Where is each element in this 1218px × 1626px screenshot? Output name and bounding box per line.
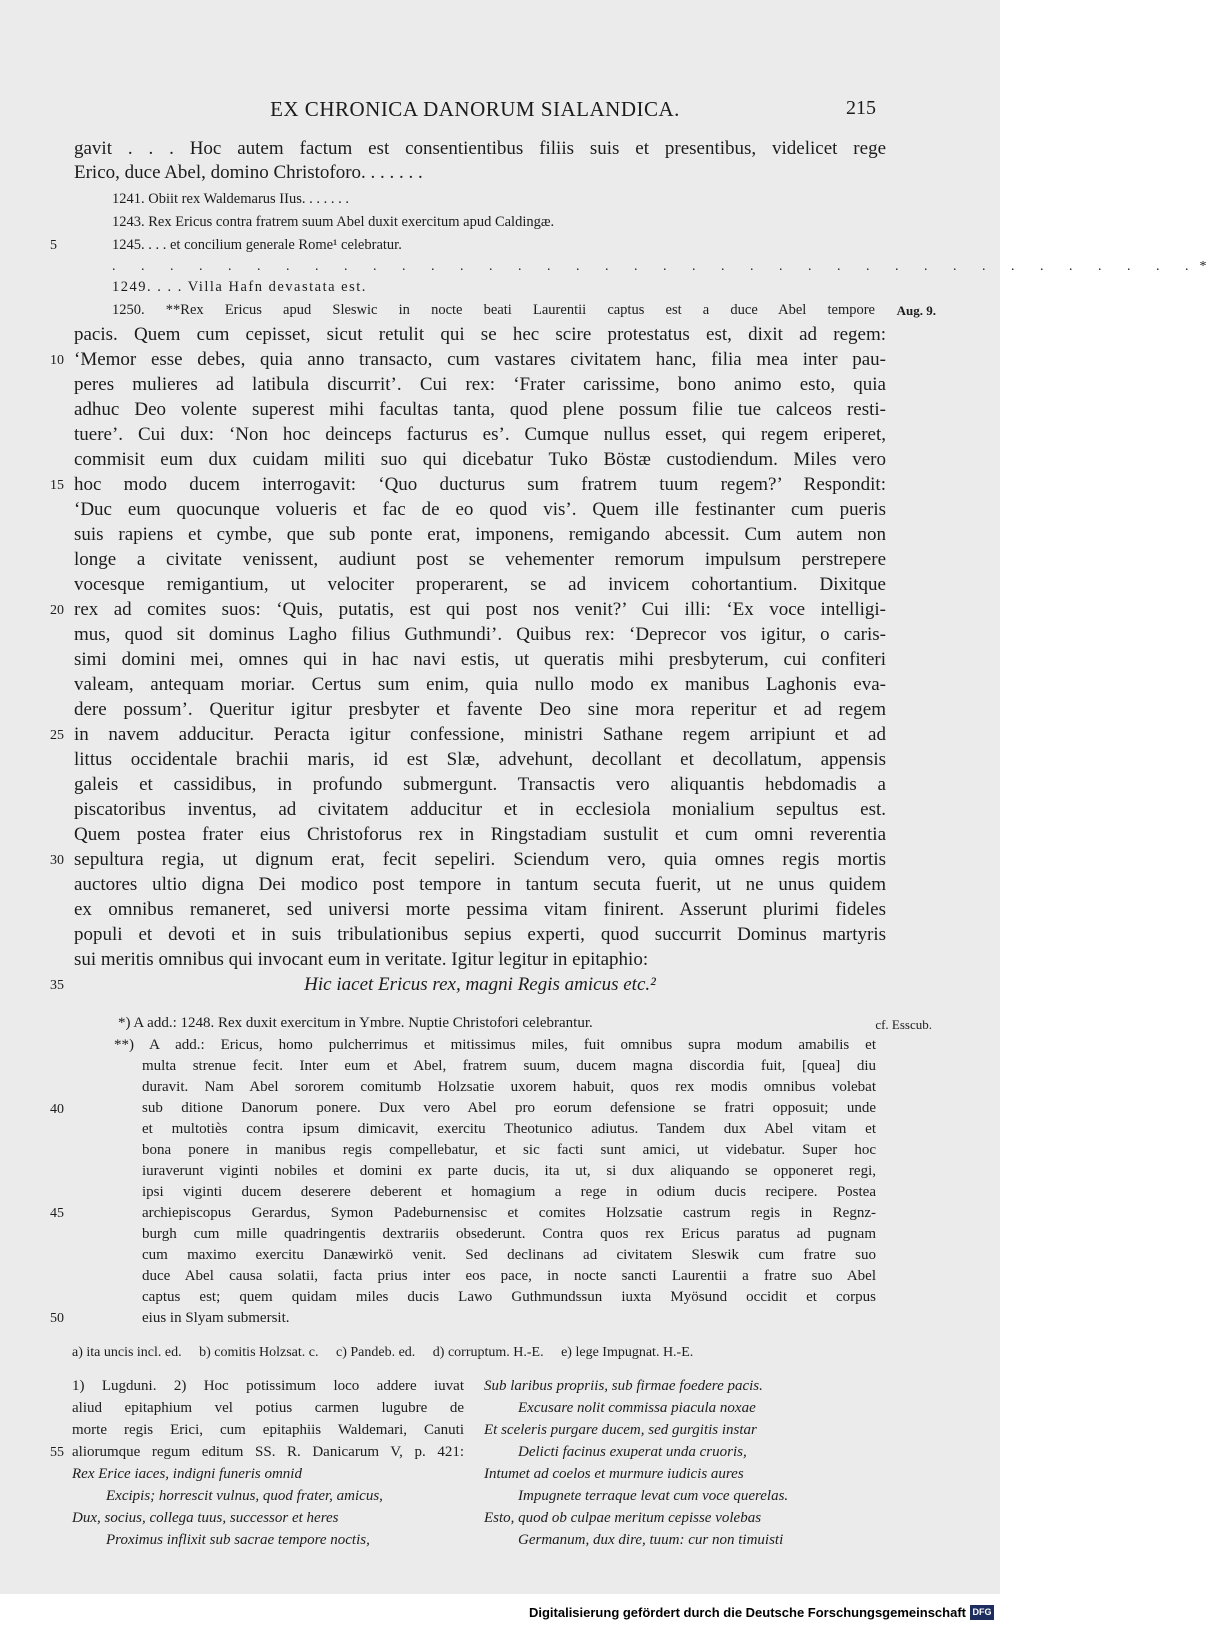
footnote-line: iuraverunt viginti nobiles et domini ex parte ducis, ita ut, si dux aliquando se opponeret regi, (142, 1163, 876, 1179)
footnote-line: ipsi viginti ducem deserere deberent et homagium a rege in odium ducis recipere. Postea (142, 1184, 876, 1200)
footnote-line: eius in Slyam submersit. (142, 1310, 290, 1326)
text-line: sui meritis omnibus qui invocant eum in veritate. Igitur legitur in epitaphio: (74, 949, 649, 970)
note-left-line: aliorumque regum editum SS. R. Danicarum V, p. 421: (72, 1444, 464, 1460)
text-line: ‘Memor esse debes, quia anno transacto, cum vastares civitatem hanc, filia mea inter pau- (74, 349, 886, 370)
footnote-line: multa strenue fecit. Inter eum et Abel, fratrem suum, ducem magna discordia fuit, [quea] diu (142, 1058, 876, 1074)
text-line: ex omnibus remaneret, sed universi morte pessima vitam finirent. Asserunt plurimi fideles (74, 899, 886, 920)
annal-entry: 1241. Obiit rex Waldemarus IIus. . . . . . . (112, 191, 349, 207)
footnote-line: bona ponere in manibus regis compellebatur, et sic facti sunt amici, ut videbatur. Super hoc (142, 1142, 876, 1158)
text-line: suis rapiens et cymbe, que sub ponte erat, imponens, remigando abcessit. Cum autem non (74, 524, 886, 545)
note-left-verse: Proximus inflixit sub sacrae tempore noctis, (106, 1532, 370, 1548)
note-left-line: morte regis Erici, cum epitaphiis Waldemari, Canuti (72, 1422, 464, 1438)
note-right-verse: Sub laribus propriis, sub firmae foedere pacis. (484, 1378, 763, 1394)
text-line: pacis. Quem cum cepisset, sicut retulit qui se hec scire protestatus est, dixit ad regem: (74, 324, 886, 345)
footnote-line: et multotiès contra ipsum dimicavit, exercitu Theotunico adiutus. Tandem dux Abel vitam et (142, 1121, 876, 1137)
dfg-logo-icon: DFG (970, 1605, 994, 1620)
text-line: simi domini mei, omnes qui in hac navi estis, ut queratis mihi presbyterum, cui confiteri (74, 649, 886, 670)
note-left-verse: Dux, socius, collega tuus, successor et heres (72, 1510, 339, 1526)
footnote-line: sub ditione Danorum ponere. Dux vero Abel pro eorum defensione se fratri opposuit; unde (142, 1100, 876, 1116)
note-right-verse: Germanum, dux dire, tuum: cur non timuisti (518, 1532, 784, 1548)
funding-credit: Digitalisierung gefördert durch die Deutsche Forschungsgemeinschaft (528, 1605, 966, 1620)
annal-entry: 1249. . . . Villa Hafn devastata est. (112, 279, 367, 295)
footnote-line: duravit. Nam Abel sororem comitumb Holzsatie uxorem habuit, quos rex modis omnibus volebat (142, 1079, 876, 1095)
text-line: vocesque remigantium, ut velociter properarent, se ad invicem cohortantium. Dixitque (74, 574, 886, 595)
text-line: mus, quod sit dominus Lagho filius Guthmundi’. Quibus rex: ‘Deprecor vos igitur, o caris- (74, 624, 886, 645)
margin-date-note: Aug. 9. (896, 303, 936, 318)
line-number: 10 (50, 353, 64, 368)
text-line: tuere’. Cui dux: ‘Non hoc deinceps facturus es’. Cumque nullus esset, qui regem eriperet, (74, 424, 886, 445)
annal-entry: 1243. Rex Ericus contra fratrem suum Abel duxit exercitum apud Caldingæ. (112, 214, 555, 230)
running-title: EX CHRONICA DANORUM SIALANDICA. (270, 97, 680, 121)
footnote-line: burgh cum mille quadringentis dextrariis obsederunt. Contra quos rex Ericus paratus ad pugnam (142, 1226, 876, 1242)
footnote-line: archiepiscopus Gerardus, Symon Padeburnensisc et comites Holzsatie castrum regis in Regnz- (142, 1205, 876, 1221)
text-line: sepultura regia, ut dignum erat, fecit sepeliri. Sciendum vero, quia omnes regis mortis (74, 849, 886, 870)
footnote-star: *) A add.: 1248. Rex duxit exercitum in Ymbre. Nuptie Christofori celebrantur. (118, 1015, 593, 1031)
text-line: gavit . . . Hoc autem factum est consentientibus filiis suis et presentibus, videlicet rege (74, 138, 886, 159)
text-line: galeis et cassidibus, in profundo submergunt. Transactis vero aliquantis hebdomadis a (74, 774, 886, 795)
line-number: 25 (50, 728, 64, 743)
critical-apparatus: a) ita uncis incl. ed. b) comitis Holzsat. c. c) Pandeb. ed. d) corruptum. H.-E. e) lege Impugnat. H.-E. (72, 1345, 694, 1360)
text-line: commisit eum dux cuidam militi suo qui dicebatur Tuko Böstæ custodiendum. Miles vero (74, 449, 886, 470)
text-line: piscatoribus inventus, ad civitatem adducitur et in ecclesiola monialium sepultus est. (74, 799, 886, 820)
line-number: 55 (50, 1445, 64, 1460)
note-left-line: 1) Lugduni. 2) Hoc potissimum loco addere iuvat (72, 1378, 464, 1394)
text-line: in navem adducitur. Peracta igitur confessione, ministri Sathane regem arripiunt et ad (74, 724, 886, 745)
footnote-line: cum maximo exercitu Danæwirkö venit. Sed declinans ad civitatem Sleswik cum fratre suo (142, 1247, 876, 1263)
line-number: 30 (50, 853, 64, 868)
ellipsis-row: . . . . . . . . . . . . . . . . . . . . . . . . . . . . . . . . . . . . . .* (112, 259, 1218, 274)
text-line: peres mulieres ad latibula discurrit’. Cui rex: ‘Frater carissime, bono animo esto, quia (74, 374, 886, 395)
line-number: 35 (50, 978, 64, 993)
line-number: 5 (50, 238, 57, 253)
line-number: 20 (50, 603, 64, 618)
footnote-line: duce Abel causa solatii, facta prius inter eos pace, in nocte sancti Laurentii a fratre suo Abel (142, 1268, 876, 1284)
text-line: longe a civitate venissent, audiunt post se vehementer remorum impulsum perstrepere (74, 549, 886, 570)
note-right-verse: Intumet ad coelos et murmure iudicis aures (484, 1466, 744, 1482)
footer-bar (0, 1594, 1000, 1626)
note-right-verse: Delicti facinus exuperat unda cruoris, (518, 1444, 747, 1460)
line-number: 40 (50, 1102, 64, 1117)
text-line: adhuc Deo volente superest mihi facultas tanta, quod plene possum filie tue calceos resti- (74, 399, 886, 420)
footnote-line: captus est; quem quidam miles ducis Lawo Guthmundssun iuxta Myösund occidit et corpus (142, 1289, 876, 1305)
note-right-verse: Et sceleris purgare ducem, sed gurgitis instar (484, 1422, 757, 1438)
text-line: ‘Duc eum quocunque volueris et fac de eo quod vis’. Quem ille festinanter cum pueris (74, 499, 886, 520)
note-right-verse: Excusare nolit commissa piacula noxae (518, 1400, 756, 1416)
note-right-verse: Esto, quod ob culpae meritum cepisse volebas (484, 1510, 762, 1526)
note-left-verse: Rex Erice iaces, indigni funeris omnid (72, 1466, 302, 1482)
margin-crossref-note: cf. Esscub. (875, 1017, 932, 1032)
annal-entry: 1250. **Rex Ericus apud Sleswic in nocte beati Laurentii captus est a duce Abel tempore (112, 302, 875, 318)
text-line: rex ad comites suos: ‘Quis, putatis, est qui post nos venit?’ Cui illi: ‘Ex voce intelligi- (74, 599, 886, 620)
annal-entry: 1245. . . . et concilium generale Rome¹ celebratur. (112, 237, 402, 253)
text-line: auctores ultio digna Dei modico post tempore in tantum secuta fuerit, ut ne unus quidem (74, 874, 886, 895)
text-line: hoc modo ducem interrogavit: ‘Quo ducturus sum fratrem tuum regem?’ Respondit: (74, 474, 886, 495)
footnote-doublestar: **) A add.: Ericus, homo pulcherrimus et mitissimus miles, fuit omnibus supra modum amabilis et (114, 1037, 876, 1053)
page-number: 215 (846, 97, 876, 119)
text-line: dere possum’. Queritur igitur presbyter et favente Deo sine mora reperitur et ad regem (74, 699, 886, 720)
epitaph-line: Hic iacet Ericus rex, magni Regis amicus etc.² (304, 974, 656, 995)
note-left-line: aliud epitaphium vel potius carmen lugubre de (72, 1400, 464, 1416)
note-left-verse: Excipis; horrescit vulnus, quod frater, amicus, (106, 1488, 383, 1504)
text-line: valeam, antequam moriar. Certus sum enim, quia nullo modo ex manibus Laghonis eva- (74, 674, 886, 695)
line-number: 50 (50, 1311, 64, 1326)
text-line: littus occidentale brachii maris, id est Slæ, advehunt, decollant et decollatum, appensis (74, 749, 886, 770)
text-line: Erico, duce Abel, domino Christoforo. . . . . . . (74, 162, 423, 183)
line-number: 15 (50, 478, 64, 493)
text-line: populi et devoti et in suis tribulationibus sepius experti, quod succurrit Dominus martyris (74, 924, 886, 945)
line-number: 45 (50, 1206, 64, 1221)
text-line: Quem postea frater eius Christoforus rex in Ringstadiam sustulit et cum omni reverentia (74, 824, 886, 845)
running-header (70, 97, 880, 127)
note-right-verse: Impugnete terraque levat cum voce querelas. (518, 1488, 789, 1504)
